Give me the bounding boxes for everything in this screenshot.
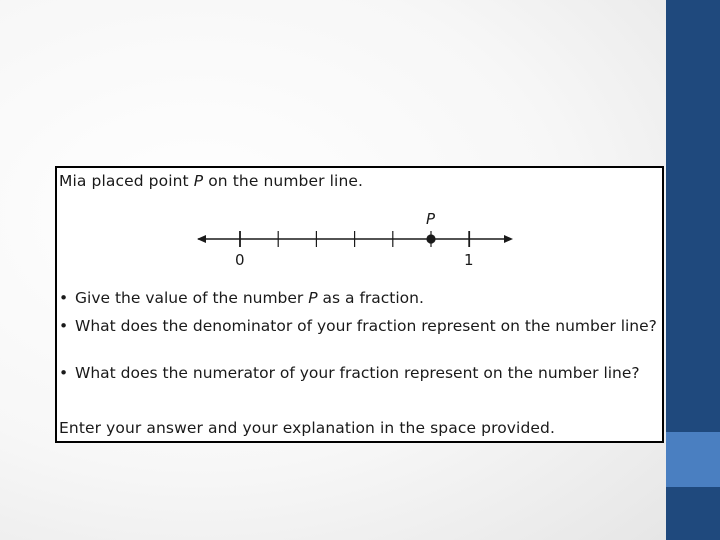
point-name: P (193, 172, 204, 190)
bullet-text-prefix: Give the value of the number (75, 289, 309, 307)
one-label: 1 (464, 251, 474, 269)
left-arrow-icon (197, 235, 206, 243)
bullet-text-italic: P (308, 289, 318, 307)
zero-label: 0 (235, 251, 245, 269)
point-p-label: P (426, 210, 436, 228)
intro-prefix: Mia placed point (59, 172, 194, 190)
intro-suffix: on the number line. (203, 172, 364, 190)
question-box (55, 166, 664, 443)
bullet-text-prefix: What does the denominator of your fraction represent on the number line? (75, 317, 657, 335)
number-line (193, 206, 523, 276)
bullet-text (75, 364, 655, 383)
bullet-text-suffix: as a fraction. (317, 289, 424, 307)
bullet-dot: • (59, 364, 69, 382)
bullet-dot: • (59, 289, 69, 307)
point-p-marker (426, 234, 435, 243)
right-arrow-icon (504, 235, 513, 243)
question-footer: Enter your answer and your explanation in the space provided. (59, 419, 555, 437)
bullet-text (75, 289, 665, 308)
bullet-text-prefix: What does the numerator of your fraction represent on the number line? (75, 364, 640, 382)
bullet-dot: • (59, 317, 69, 335)
bullet-text (75, 317, 665, 336)
slide-sidebar-accent (666, 432, 720, 487)
question-intro (59, 172, 363, 190)
